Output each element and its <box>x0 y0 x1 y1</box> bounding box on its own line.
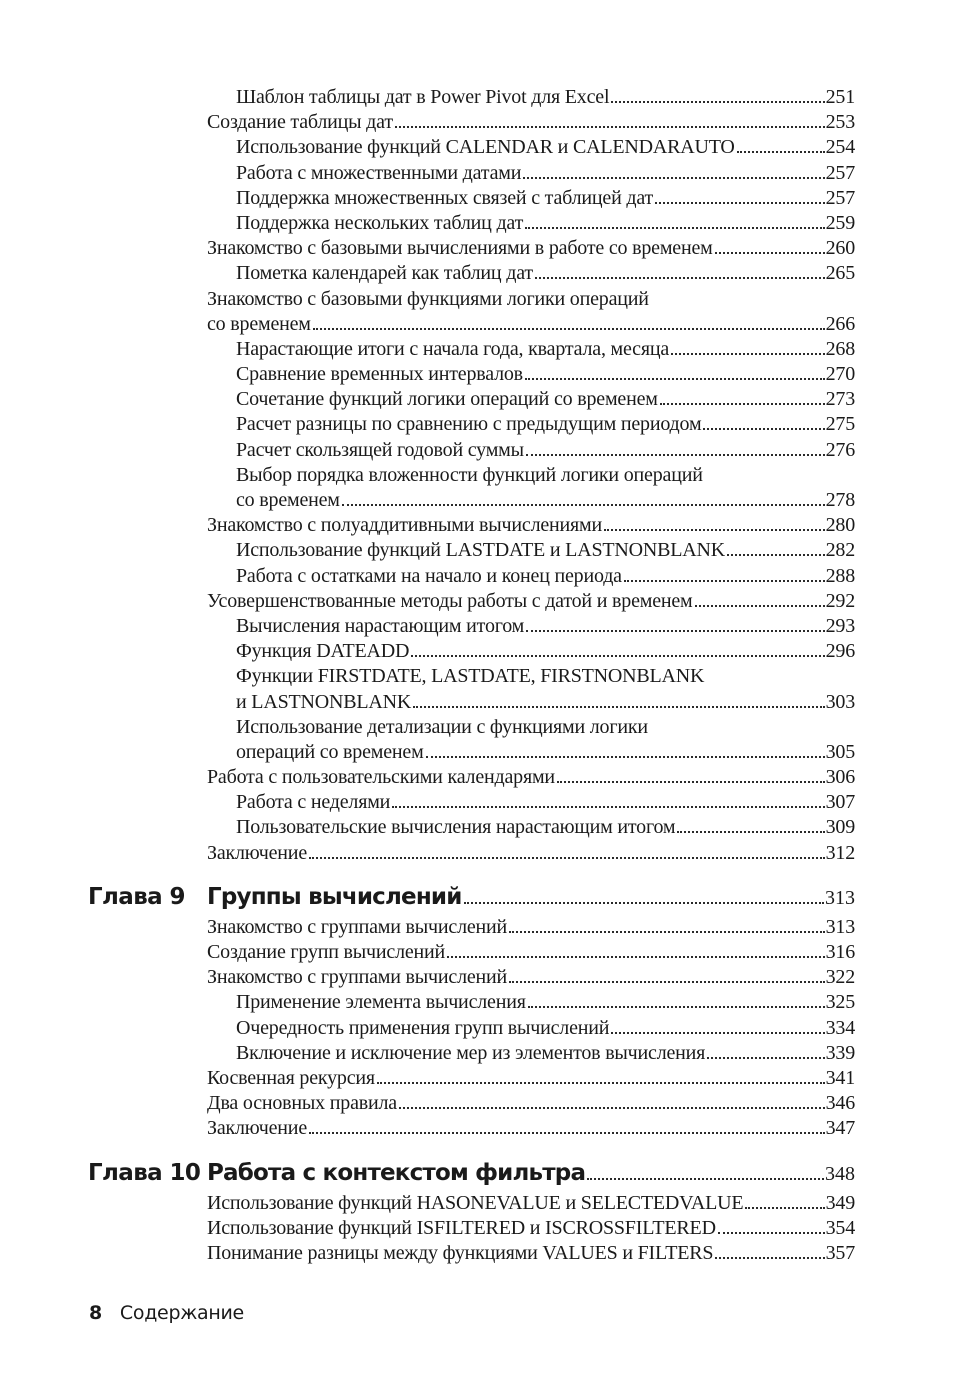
entry-page-number: 276 <box>825 438 855 461</box>
dot-leader <box>715 251 825 254</box>
entry-page-number: 309 <box>825 816 855 839</box>
entry-title: Усовершенствованные методы работы с датой и временем <box>207 589 693 612</box>
toc-entry[interactable] <box>207 1216 855 1241</box>
dot-leader <box>523 176 824 179</box>
entry-title: Понимание разницы между функциями VALUES и FILTERS <box>207 1241 714 1264</box>
entry-title: со временем <box>236 489 340 511</box>
toc-entry[interactable] <box>207 765 855 790</box>
entry-title: Использование детализации с функциями логики <box>236 715 648 738</box>
page-footer <box>89 1302 244 1324</box>
dot-leader <box>737 150 825 153</box>
entry-title: Функция DATEADD <box>236 640 410 663</box>
entry-page-number: 280 <box>825 514 855 537</box>
dot-leader <box>399 1106 825 1109</box>
entry-title: Сочетание функций логики операций со временем <box>236 388 658 411</box>
toc-entry[interactable] <box>236 387 855 412</box>
dot-leader <box>309 856 825 859</box>
toc-entry-first-line[interactable] <box>236 664 855 689</box>
dot-leader <box>525 377 825 380</box>
entry-page-number: 306 <box>825 766 855 789</box>
toc-entry[interactable] <box>236 1041 855 1066</box>
dot-leader <box>695 604 825 607</box>
entry-title: Знакомство с базовыми функциями логики операций <box>207 287 649 310</box>
dot-leader <box>395 125 825 128</box>
toc-entry[interactable] <box>236 740 855 765</box>
dot-leader <box>411 654 824 657</box>
entry-page-number: 251 <box>825 86 855 108</box>
entry-title: Знакомство с группами вычислений <box>207 966 508 989</box>
toc-entry[interactable] <box>207 589 855 614</box>
toc-entry[interactable] <box>236 639 855 664</box>
entry-title: Работа с остатками на начало и конец периода <box>236 564 622 587</box>
dot-leader <box>509 930 825 933</box>
toc-entry[interactable] <box>236 337 855 362</box>
entry-page-number: 313 <box>825 915 855 938</box>
entry-title: со временем <box>207 312 311 335</box>
entry-page-number: 270 <box>825 363 855 386</box>
entry-title: Выбор порядка вложенности функций логики операций <box>236 463 703 486</box>
dot-leader <box>715 1256 824 1259</box>
table-of-contents <box>0 85 974 1266</box>
entry-title: Включение и исключение мер из элементов вычисления <box>236 1041 706 1064</box>
toc-entry[interactable] <box>236 790 855 815</box>
entry-title: Использование функций HASONEVALUE и SELECTEDVALUE <box>207 1191 744 1214</box>
chapter-8-continued-entries <box>0 85 974 866</box>
dot-leader <box>509 980 825 983</box>
toc-entry[interactable] <box>236 614 855 639</box>
toc-entry[interactable] <box>236 362 855 387</box>
dot-leader <box>526 453 825 456</box>
dot-leader <box>727 553 825 556</box>
dot-leader <box>535 276 825 279</box>
entry-page-number: 322 <box>825 966 855 989</box>
entry-title: Нарастающие итоги с начала года, квартала, месяца <box>236 337 670 360</box>
dot-leader <box>660 402 825 405</box>
chapter-title: Группы вычислений <box>207 883 462 910</box>
entry-title: Шаблон таблицы дат в Power Pivot для Excel <box>236 86 610 108</box>
entry-page-number: 253 <box>825 111 855 134</box>
entry-title: Поддержка множественных связей с таблицей дат <box>236 186 654 209</box>
entry-page-number: 275 <box>825 413 855 436</box>
dot-leader <box>677 830 824 833</box>
toc-entry[interactable] <box>207 965 855 990</box>
running-title: Содержание <box>119 1302 244 1324</box>
toc-entry[interactable] <box>207 841 855 866</box>
entry-title: операций со временем <box>236 740 424 763</box>
entry-title: Знакомство с группами вычислений <box>207 915 508 938</box>
toc-entry[interactable] <box>236 186 855 211</box>
toc-entry[interactable] <box>207 940 855 965</box>
entry-title: Использование функций ISFILTERED и ISCROSSFILTERED <box>207 1216 716 1239</box>
dot-leader <box>413 705 824 708</box>
entry-page-number: 346 <box>825 1092 855 1115</box>
chapter-10-entries <box>0 1191 974 1267</box>
entry-page-number: 357 <box>825 1241 855 1264</box>
entry-page-number: 354 <box>825 1216 855 1239</box>
entry-page-number: 257 <box>825 161 855 184</box>
entry-page-number: 282 <box>825 539 855 562</box>
toc-entry[interactable] <box>236 564 855 589</box>
dot-leader <box>526 629 824 632</box>
entry-page-number: 266 <box>825 312 855 335</box>
entry-page-number: 288 <box>825 564 855 587</box>
dot-leader <box>342 503 825 506</box>
toc-entry[interactable] <box>207 236 855 261</box>
entry-page-number: 312 <box>825 841 855 864</box>
entry-title: Сравнение временных интервалов <box>236 363 523 386</box>
dot-leader <box>426 755 825 758</box>
toc-entry[interactable] <box>236 690 855 715</box>
toc-entry[interactable] <box>236 161 855 186</box>
entry-title: Создание таблицы дат <box>207 111 393 134</box>
entry-page-number: 265 <box>825 262 855 285</box>
dot-leader <box>587 1177 824 1180</box>
toc-entry[interactable] <box>236 438 855 463</box>
toc-entry[interactable] <box>207 915 855 940</box>
dot-leader <box>464 901 824 904</box>
entry-title: Расчет скользящей годовой суммы <box>236 438 524 461</box>
entry-page-number: 292 <box>825 589 855 612</box>
entry-page-number: 293 <box>825 614 855 637</box>
entry-page-number: 316 <box>825 941 855 963</box>
toc-entry[interactable] <box>207 312 855 337</box>
dot-leader <box>671 352 825 355</box>
chapter-label: Глава 9 <box>88 883 185 910</box>
entry-title: Создание групп вычислений <box>207 941 446 963</box>
entry-page-number: 259 <box>825 211 855 234</box>
toc-entry[interactable] <box>236 990 855 1015</box>
toc-entry[interactable] <box>207 1091 855 1116</box>
dot-leader <box>447 955 825 958</box>
dot-leader <box>655 201 825 204</box>
toc-entry[interactable] <box>236 211 855 236</box>
dot-leader <box>611 1031 824 1034</box>
entry-title: Знакомство с базовыми вычислениями в работе со временем <box>207 237 713 260</box>
chapter-title: Работа с контекстом фильтра <box>207 1159 586 1186</box>
entry-page-number: 273 <box>825 388 855 411</box>
entry-page-number: 303 <box>825 690 855 713</box>
entry-title: Вычисления нарастающим итогом <box>236 614 525 637</box>
chapter-9-heading[interactable] <box>0 880 974 915</box>
entry-page-number: 305 <box>825 740 855 763</box>
toc-entry[interactable] <box>207 1241 855 1266</box>
entry-page-number: 278 <box>825 489 855 511</box>
dot-leader <box>377 1081 825 1084</box>
toc-entry[interactable] <box>207 110 855 135</box>
entry-title: Работа с множественными датами <box>236 161 522 184</box>
dot-leader <box>525 226 824 229</box>
entry-page-number: 334 <box>825 1016 855 1039</box>
toc-entry[interactable] <box>236 538 855 563</box>
entry-title: Очередность применения групп вычислений <box>236 1016 610 1039</box>
entry-page-number: 325 <box>825 991 855 1014</box>
entry-page-number: 260 <box>825 237 855 260</box>
entry-title: Заключение <box>207 1117 307 1140</box>
dot-leader <box>703 427 824 430</box>
toc-entry[interactable] <box>236 85 855 110</box>
toc-entry[interactable] <box>236 412 855 437</box>
entry-title: Косвенная рекурсия <box>207 1066 375 1089</box>
entry-page-number: 268 <box>825 337 855 360</box>
entry-title: и LASTNONBLANK <box>236 690 412 713</box>
entry-title: Поддержка нескольких таблиц дат <box>236 211 524 234</box>
toc-entry[interactable] <box>236 1016 855 1041</box>
dot-leader <box>392 805 824 808</box>
toc-entry[interactable] <box>207 1116 855 1141</box>
dot-leader <box>528 1005 825 1008</box>
dot-leader <box>707 1056 824 1059</box>
toc-entry[interactable] <box>236 261 855 286</box>
entry-title: Функции FIRSTDATE, LASTDATE, FIRSTNONBLANK <box>236 665 705 688</box>
entry-page-number: 296 <box>825 640 855 663</box>
entry-title: Два основных правила <box>207 1092 397 1115</box>
entry-page-number: 339 <box>825 1041 855 1064</box>
toc-entry[interactable] <box>207 513 855 538</box>
entry-title: Пометка календарей как таблиц дат <box>236 262 533 285</box>
entry-title: Использование функций LASTDATE и LASTNONBLANK <box>236 539 725 562</box>
toc-entry[interactable] <box>207 1066 855 1091</box>
chapter-label: Глава 10 <box>88 1159 201 1186</box>
chapter-page-number: 348 <box>825 1162 855 1185</box>
footer-page-number: 8 <box>89 1302 102 1324</box>
toc-entry[interactable] <box>236 488 855 513</box>
entry-title: Заключение <box>207 841 307 864</box>
entry-page-number: 347 <box>825 1117 855 1140</box>
entry-title: Знакомство с полуаддитивными вычислениями <box>207 514 602 537</box>
entry-title: Работа с неделями <box>236 791 391 814</box>
entry-page-number: 257 <box>825 186 855 209</box>
entry-title: Использование функций CALENDAR и CALENDARAUTO <box>236 136 735 159</box>
toc-entry[interactable] <box>236 135 855 160</box>
toc-entry[interactable] <box>207 1191 855 1216</box>
dot-leader <box>745 1206 824 1209</box>
dot-leader <box>557 780 825 783</box>
dot-leader <box>624 579 825 582</box>
entry-title: Применение элемента вычисления <box>236 991 526 1014</box>
dot-leader <box>309 1131 825 1134</box>
toc-entry[interactable] <box>236 815 855 840</box>
entry-page-number: 307 <box>825 791 855 814</box>
entry-page-number: 349 <box>825 1191 855 1214</box>
dot-leader <box>604 528 825 531</box>
dot-leader <box>313 327 825 330</box>
dot-leader <box>611 100 824 103</box>
chapter-10-heading[interactable] <box>0 1156 974 1191</box>
entry-page-number: 341 <box>825 1066 855 1089</box>
toc-entry-first-line[interactable] <box>236 463 855 488</box>
entry-title: Пользовательские вычисления нарастающим итогом <box>236 816 676 839</box>
chapter-9-entries <box>0 915 974 1142</box>
dot-leader <box>718 1231 825 1234</box>
toc-entry-first-line[interactable] <box>207 287 855 312</box>
chapter-page-number: 313 <box>825 886 855 909</box>
toc-entry-first-line[interactable] <box>236 715 855 740</box>
entry-title: Работа с пользовательскими календарями <box>207 766 555 789</box>
entry-title: Расчет разницы по сравнению с предыдущим периодом <box>236 413 702 436</box>
entry-page-number: 254 <box>825 136 855 159</box>
